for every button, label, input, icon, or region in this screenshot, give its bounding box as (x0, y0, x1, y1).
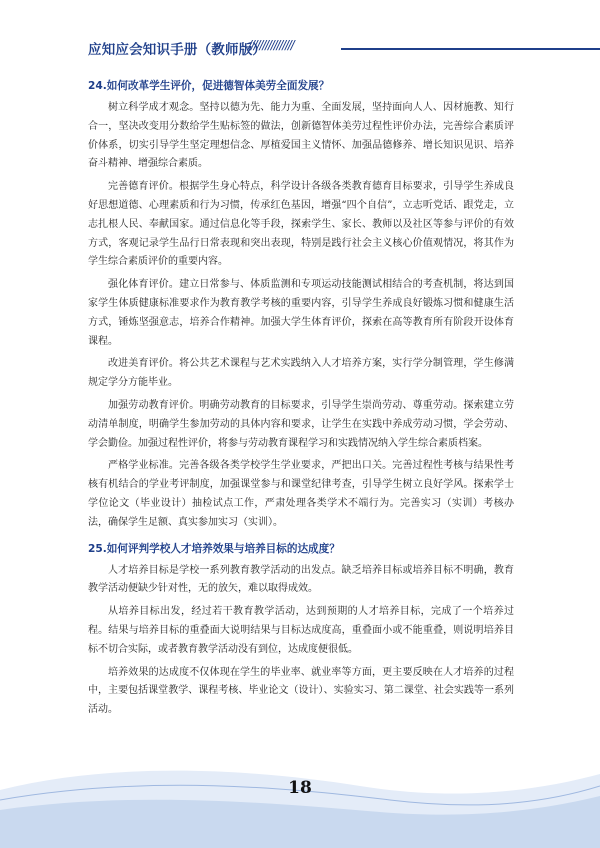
paragraph: 加强劳动教育评价。明确劳动教育的目标要求，引导学生崇尚劳动、尊重劳动。探索建立劳动清单制度，明确学生参加劳动的具体内容和要求，让学生在实践中养成劳动习惯，学会劳动、学会勤俭。加强过程性评价，将参与劳动教育课程学习和实践情况纳入学生综合素质档案。 (88, 399, 514, 449)
page-body (88, 78, 514, 724)
paragraph: 严格学业标准。完善各级各类学校学生学业要求，严把出口关。完善过程性考核与结果性考核有机结合的学业考评制度，加强课堂参与和课堂纪律考查，引导学生树立良好学风。探索学士学位论文（毕业设计）抽检试点工作，严肃处理各类学术不端行为。完善实习（实训）考核办法，确保学生足额、真实参加实习（实训）。 (88, 460, 514, 528)
question-heading-24: 24.如何改革学生评价，促进德智体美劳全面发展？ (88, 80, 330, 92)
paragraph: 完善德育评价。根据学生身心特点，科学设计各级各类教育德育目标要求，引导学生养成良好思想道德、心理素质和行为习惯，传承红色基因，增强“四个自信”，立志听党话、跟党走，立志扎根人民、奉献国家。通过信息化等手段，探索学生、家长、教师以及社区等参与评价的有效方式，客观记录学生品行日常表现和突出表现，特别是践行社会主义核心价值观情况，将其作为学生综合素质评价的重要内容。 (88, 181, 514, 268)
paragraph: 改进美育评价。将公共艺术课程与艺术实践纳入人才培养方案，实行学分制管理，学生修满规定学分方能毕业。 (88, 358, 514, 389)
page-number: 18 (288, 778, 312, 798)
paragraph: 从培养目标出发，经过若干教育教学活动，达到预期的人才培养目标，完成了一个培养过程。结果与培养目标的重叠面大说明结果与目标达成度高，重叠面小或不能重叠，则说明培养目标不切合实际，或者教育教学活动没有到位，达成度便很低。 (88, 606, 514, 655)
paragraph: 树立科学成才观念。坚持以德为先、能力为重、全面发展，坚持面向人人、因材施教、知行合一，坚决改变用分数给学生贴标签的做法，创新德智体美劳过程性评价办法，完善综合素质评价体系，切实引导学生坚定理想信念、厚植爱国主义情怀、加强品德修养、增长知识见识、培养奋斗精神、增强综合素质。 (88, 102, 514, 170)
paragraph: 培养效果的达成度不仅体现在学生的毕业率、就业率等方面，更主要反映在人才培养的过程中，主要包括课堂教学、课程考核、毕业论文（设计）、实验实习、第二课堂、社会实践等一系列活动。 (88, 666, 514, 716)
question-heading-25: 25.如何评判学校人才培养效果与培养目标的达成度？ (88, 542, 340, 555)
running-header (88, 38, 528, 60)
handbook-title: 应知应会知识手册（教师版） (88, 42, 267, 58)
paragraph: 人才培养目标是学校一系列教育教学活动的出发点。缺乏培养目标或培养目标不明确，教育教学活动便缺少针对性，无的放矢，难以取得成效。 (88, 564, 514, 595)
header-slash-decoration: //////////////// (248, 38, 294, 52)
footer-wave-decoration (0, 760, 600, 848)
header-rule (341, 48, 600, 50)
paragraph: 强化体育评价。建立日常参与、体质监测和专项运动技能测试相结合的考查机制，将达到国家学生体质健康标准要求作为教育教学考核的重要内容，引导学生养成良好锻炼习惯和健康生活方式，锤炼坚强意志，培养合作精神。加强大学生体育评价，探索在高等教育所有阶段开设体育课程。 (88, 279, 514, 347)
